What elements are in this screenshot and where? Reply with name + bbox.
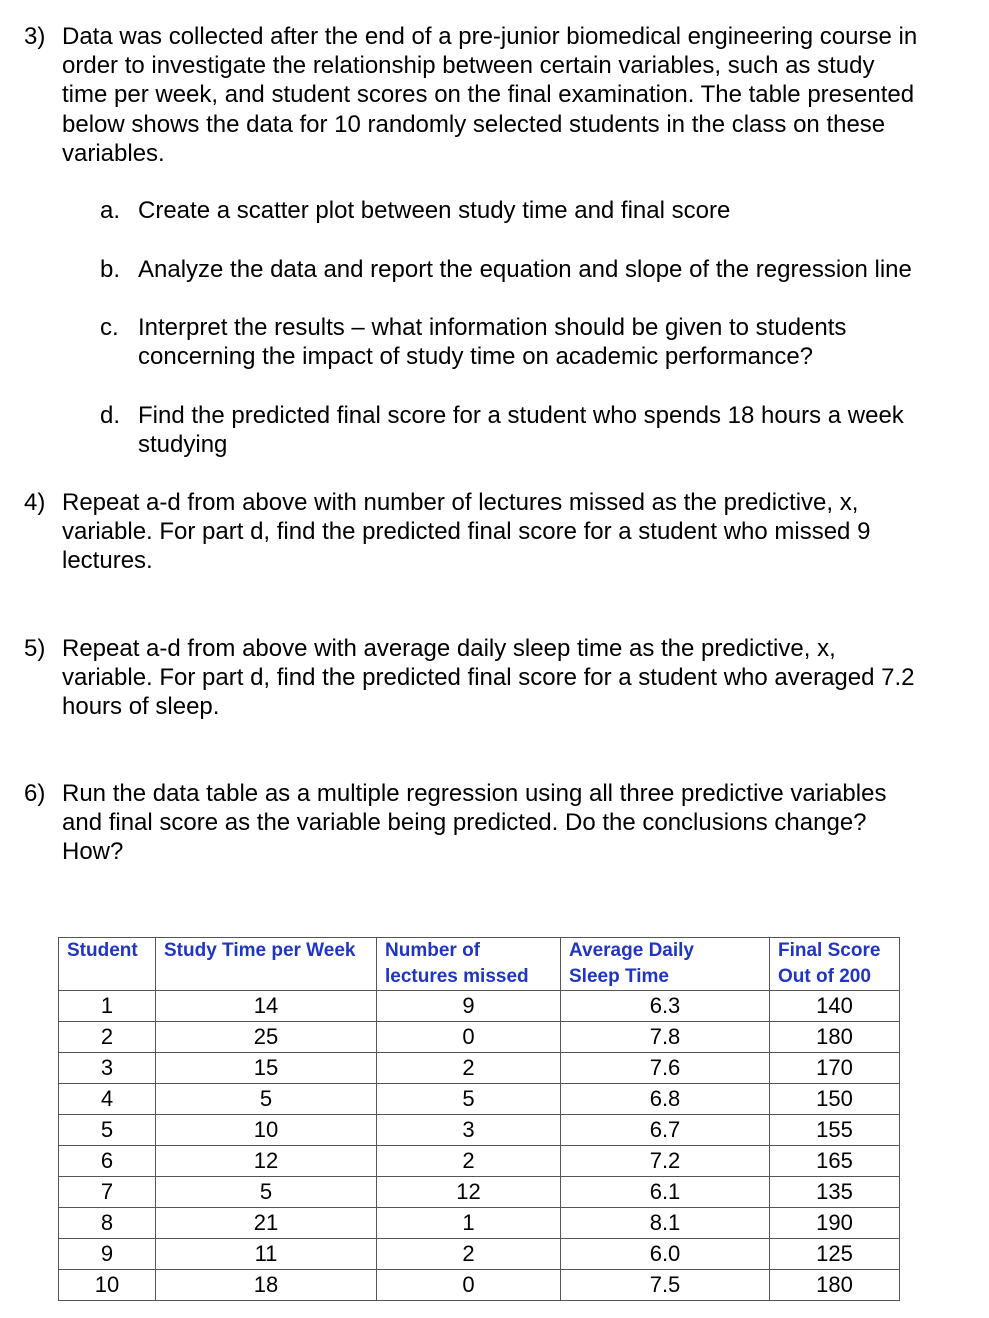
table-cell: 10 — [156, 1115, 377, 1146]
table-cell: 2 — [59, 1022, 156, 1053]
table-cell: 6.8 — [561, 1084, 770, 1115]
table-cell: 8.1 — [561, 1208, 770, 1239]
question-text — [62, 488, 972, 576]
table-row — [59, 1270, 900, 1301]
table-cell: 6.1 — [561, 1177, 770, 1208]
header-line: Final Score — [778, 940, 881, 961]
table-cell: 4 — [59, 1084, 156, 1115]
subpart-text — [138, 196, 968, 225]
table-cell: 2 — [377, 1146, 561, 1177]
table-cell: 11 — [156, 1239, 377, 1270]
text-line: lectures. — [62, 547, 153, 575]
table-cell: 2 — [377, 1053, 561, 1084]
table-cell: 9 — [59, 1239, 156, 1270]
table-cell: 9 — [377, 991, 561, 1022]
text-line: Find the predicted final score for a student who spends 18 hours a week — [138, 402, 904, 429]
table-cell: 190 — [770, 1208, 900, 1239]
question-number: 3) — [24, 23, 46, 50]
table-cell: 7.8 — [561, 1022, 770, 1053]
subpart-letter: b. — [100, 256, 121, 283]
text-line: below shows the data for 10 randomly selected students in the class on these — [62, 110, 886, 138]
question-text — [62, 22, 972, 168]
text-line: variable. For part d, find the predicted final score for a student who missed 9 — [62, 518, 871, 546]
table-row — [59, 1208, 900, 1239]
text-line: time per week, and student scores on the final examination. The table presented — [62, 81, 915, 109]
table-cell: 21 — [156, 1208, 377, 1239]
text-line: Repeat a-d from above with number of lectures missed as the predictive, x, — [62, 489, 859, 516]
subpart-letter: a. — [100, 197, 121, 224]
table-cell: 7.5 — [561, 1270, 770, 1301]
table-cell: 12 — [156, 1146, 377, 1177]
subpart-letter: d. — [100, 402, 121, 429]
table-cell: 135 — [770, 1177, 900, 1208]
table-cell: 5 — [156, 1177, 377, 1208]
table-cell: 6 — [59, 1146, 156, 1177]
question-number: 4) — [24, 489, 46, 516]
text-line: Run the data table as a multiple regression using all three predictive variables — [62, 780, 887, 807]
table-cell: 0 — [377, 1022, 561, 1053]
header-line: Study Time per Week — [164, 940, 356, 961]
table-cell: 180 — [770, 1270, 900, 1301]
text-line: variable. For part d, find the predicted final score for a student who averaged 7.2 — [62, 664, 915, 692]
table-cell: 6.3 — [561, 991, 770, 1022]
table-cell: 8 — [59, 1208, 156, 1239]
text-line: order to investigate the relationship between certain variables, such as study — [62, 52, 875, 80]
text-line: studying — [138, 431, 228, 459]
table-cell: 155 — [770, 1115, 900, 1146]
table-cell: 1 — [59, 991, 156, 1022]
question-text — [62, 779, 972, 867]
table-cell: 140 — [770, 991, 900, 1022]
table-cell: 5 — [377, 1084, 561, 1115]
table-row — [59, 1022, 900, 1053]
column-header — [561, 938, 770, 991]
question-number: 5) — [24, 635, 46, 662]
text-line: and final score as the variable being predicted. Do the conclusions change? — [62, 809, 867, 837]
table-cell: 18 — [156, 1270, 377, 1301]
table-cell: 6.0 — [561, 1239, 770, 1270]
question-number: 6) — [24, 780, 46, 807]
subpart-text — [138, 401, 968, 459]
table-row — [59, 1146, 900, 1177]
table-cell: 170 — [770, 1053, 900, 1084]
column-header — [770, 938, 900, 991]
text-line: Data was collected after the end of a pre-junior biomedical engineering course in — [62, 23, 918, 50]
table-cell: 7.6 — [561, 1053, 770, 1084]
table-cell: 12 — [377, 1177, 561, 1208]
table-row — [59, 1053, 900, 1084]
subpart-letter: c. — [100, 314, 119, 341]
table-cell: 25 — [156, 1022, 377, 1053]
table-cell: 180 — [770, 1022, 900, 1053]
header-line: Sleep Time — [569, 966, 669, 987]
column-header — [156, 938, 377, 991]
table-header-row — [59, 938, 900, 991]
text-line: variables. — [62, 139, 165, 167]
table-cell: 165 — [770, 1146, 900, 1177]
subpart-text — [138, 255, 968, 284]
table-cell: 1 — [377, 1208, 561, 1239]
question-text — [62, 634, 972, 722]
subpart-text — [138, 313, 968, 371]
table-cell: 150 — [770, 1084, 900, 1115]
text-line: Repeat a-d from above with average daily sleep time as the predictive, x, — [62, 635, 836, 662]
table-cell: 3 — [59, 1053, 156, 1084]
header-line: Number of — [385, 940, 480, 961]
table-cell: 125 — [770, 1239, 900, 1270]
table-cell: 7 — [59, 1177, 156, 1208]
table-row — [59, 991, 900, 1022]
table-row — [59, 1239, 900, 1270]
text-line: Analyze the data and report the equation and slope of the regression line — [138, 256, 912, 283]
table-cell: 2 — [377, 1239, 561, 1270]
text-line: How? — [62, 838, 124, 866]
table-cell: 0 — [377, 1270, 561, 1301]
table-cell: 15 — [156, 1053, 377, 1084]
table-row — [59, 1177, 900, 1208]
header-line: lectures missed — [385, 966, 529, 987]
text-line: Create a scatter plot between study time and final score — [138, 197, 731, 224]
data-table — [58, 937, 900, 1301]
table-cell: 10 — [59, 1270, 156, 1301]
table-cell: 6.7 — [561, 1115, 770, 1146]
column-header — [59, 938, 156, 991]
table-row — [59, 1084, 900, 1115]
text-line: concerning the impact of study time on academic performance? — [138, 343, 814, 371]
table-cell: 14 — [156, 991, 377, 1022]
table-cell: 5 — [156, 1084, 377, 1115]
table-cell: 5 — [59, 1115, 156, 1146]
header-line: Average Daily — [569, 940, 694, 961]
text-line: Interpret the results – what information should be given to students — [138, 314, 847, 341]
table-cell: 3 — [377, 1115, 561, 1146]
header-line: Student — [67, 940, 138, 961]
table-row — [59, 1115, 900, 1146]
header-line: Out of 200 — [778, 966, 871, 987]
table-cell: 7.2 — [561, 1146, 770, 1177]
text-line: hours of sleep. — [62, 693, 220, 721]
column-header — [377, 938, 561, 991]
